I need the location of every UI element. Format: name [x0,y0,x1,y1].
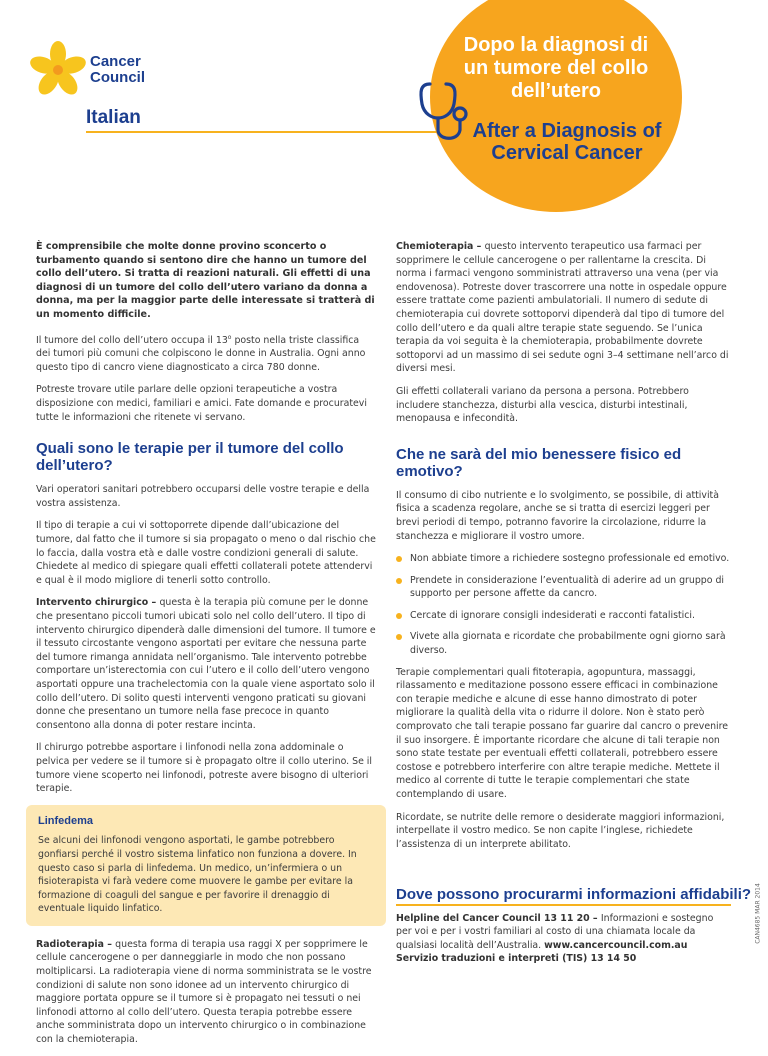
incidence-paragraph [36,331,376,375]
tis-line: Servizio traduzioni e interpreti (TIS) 13 14 50 [396,953,637,965]
side-effects-paragraph: Gli effetti collaterali variano da persona a persona. Potrebbero includere stanchezza, disturbi alla vescica, disturbi intestinali, menopausa e infecondità. [396,385,689,425]
list-item: Non abbiate timore a richiedere sostegno professionale ed emotivo. [396,552,732,566]
operators-paragraph: Vari operatori sanitari potrebbero occuparsi delle vostre terapie e della vostra assistenza. [36,484,370,509]
food-paragraph: Il consumo di cibo nutriente e lo svolgimento, se possibile, di attività fisica a scadenza regolare, anche se si tratta di esercizi leggeri per brevi periodi di tempo, potranno favorire la circolazione, ridurre la stanchezza e migliorare il vostro umore. [396,489,719,542]
radiotherapy-paragraph [36,938,376,1047]
info-block [396,912,726,966]
incidence-sup: o [227,333,232,341]
incidence-text-a: Il tumore del collo dell’utero occupa il 13 [36,334,228,346]
logo-line-2: Council [90,69,145,86]
left-column [36,240,376,1056]
website-link[interactable]: www.cancercouncil.com.au [544,939,688,951]
incidence-text-b: posto nella triste classifica dei tumori più comuni che colpiscono le donne in Australia. Ogni anno questo tipo di cancro viene diagnosticato a circa 780 donne. [36,334,366,373]
wellbeing-heading: Che ne sarà del mio benessere fisico ed emotivo? [396,445,682,480]
logo-line-1: Cancer [90,53,141,70]
document-code [750,850,762,980]
complementary-paragraph: Terapie complementari quali fitoterapia, agopuntura, massaggi, rilassamento e meditazione possono essere efficaci in combinazione con terapie mediche e alcune di esse hanno dimostrato di poter migliorare la qualità della vita o ridurre il dolore. Non è stato però comprovato che tali terapie possano far guarire dal cancro o prevenire il suo insorgere. È importante ricordare che alcune di tali terapie non sono state testate per eventuali effetti collaterali, potrebbero essere costose e potrebbero interferire con altre terapie mediche. Mettete il medico al corrente di tutte le terapie complementari che state contemplando di usare. [396,666,729,800]
title-italian-text: Dopo la diagnosi di un tumore del collo dell’utero [463,34,649,102]
radiotherapy-text: questa forma di terapia usa raggi X per sopprimere le cellule cancerogene o per danneggiarle in modo che non possano moltiplicarsi. La radioterapia viene di norma somministrata se le vostre condizioni di salute non sono idonee ad un intervento chirurgico di maggiore portata oppure se il tumore si è propagato nei tessuti o nei linfonodi attorno al collo dell’utero. Questa terapia potrebbe essere anche somministrata dopo un intervento chirurgico o in combinazione con la chemioterapia. [36,938,372,1046]
surgery-paragraph [36,596,376,732]
list-item: Prendete in considerazione l’eventualità di aderire ad un gruppo di supporto per persone affette da cancro. [396,574,732,601]
chemo-label: Chemioterapia – [396,241,485,252]
chemo-text: questo intervento terapeutico usa farmaci per sopprimere le cellule cancerogene o per rallentarne la crescita. Di norma i farmaci vengono somministrati attraverso una vena (per via endovenosa). Potreste dover trascorrere una notte in ospedale oppure essere trattate come pazienti ambulatoriali. Il numero di sedute di chemioterapia cui dovrete sottoporvi dipenderà dal tipo di tumore del collo dell’utero e da quali altre terapie state seguendo. Se l’unica terapia da voi seguita è la chemioterapia, probabilmente dovrete sottoporvi ad un massimo di sei sedute ogni 3–4 settimane nell’arco di diversi mesi. [396,241,729,375]
helpline-text: Informazioni e sostegno per voi e per i vostri familiari al costo di una chiamata locale da qualsiasi località dell’Australia. [396,913,714,951]
title-circle [430,0,682,212]
lymphedema-text: Se alcuni dei linfonodi vengono asportati, le gambe potrebbero gonfiarsi perché il vostro sistema linfatico non funziona a dovere. In questo caso si parla di linfedema. Un medico, un’infermiera o un fisioterapista vi farà vedere come muovere le gambe per evitare la formazione di coaguli del sangue e per favorire il drenaggio di eventuale liquido linfatico. [38,835,357,915]
lymph-paragraph: Il chirurgo potrebbe asportare i linfonodi nella zona addominale o pelvica per vedere se il tumore si è propagato oltre il collo uterino. Se il tumore viene scoperto nei linfonodi, potreste avere bisogno di ulteriori terapie. [36,742,373,795]
document-code-text: CAN4685 MAR 2014 [754,883,762,944]
right-column [396,240,732,860]
daffodil-icon [28,40,90,100]
therapies-heading: Quali sono le terapie per il tumore del collo dell’utero? [36,440,344,475]
info-underline [396,904,731,906]
options-paragraph: Potreste trovare utile parlare delle opzioni terapeutiche a vostra disposizione con medici, familiari e amici. Fate domande e procuratevi tutte le informazioni che ritenete vi servano. [36,384,367,423]
helpline-label: Helpline del Cancer Council 13 11 20 – [396,913,601,924]
advice-list [396,552,732,658]
surgery-label: Intervento chirurgico – [36,597,160,609]
language-label: Italian [86,107,141,128]
radiotherapy-label: Radioterapia – [36,938,116,950]
intro-paragraph: È comprensibile che molte donne provino sconcerto o turbamento quando si sentono dire che hanno un tumore del collo dell’utero. Si tratta di reazioni naturali. Gli effetti di una diagnosi di un tumore del collo dell’utero variano da donna a donna, ma per la maggior parte delle interessate si tratterà di un momento difficile. [36,241,375,320]
cancer-council-logo [28,40,158,100]
chemo-paragraph [396,240,732,376]
lymphedema-title: Linfedema [38,814,94,827]
lymphedema-box [26,805,386,926]
list-item: Cercate di ignorare consigli indesiderati e racconti fatalistici. [396,609,732,623]
surgery-text: questa è la terapia più comune per le donne che presentano piccoli tumori ubicati solo nel collo dell’utero. Il tipo di intervento chirurgico dipenderà dalle dimensioni del tumore. Il tumore e il tessuto circostante vengono asportati per evitare che nessuna parte del tumore rimanga annidata nell’organismo. Tale intervento potrebbe comportare un’isterectomia con cui l’utero e il collo dell’utero vengono asportati oppure una trachelectomia con la quale viene asportato solo il collo dell’utero. Di solito questi interventi vengono praticati su giovani donne che presentano un tumore nella fase precoce in quanto consentono alla donna di poter restare incinta. [36,597,376,731]
logo-text [90,54,145,86]
info-heading: Dove possono procurarmi informazioni affidabili? [396,886,752,903]
title-english: After a Diagnosis of Cervical Cancer [472,120,662,164]
remember-paragraph: Ricordate, se nutrite delle remore o desiderate maggiori informazioni, interpellate il vostro medico. Se non capite l’inglese, richiedete l’assistenza di un interprete abilitato. [396,811,725,850]
therapy-type-paragraph: Il tipo di terapie a cui vi sottoporrete dipende dall’ubicazione del tumore, dal fatto che il tumore si sia propagato o meno o dal rischio che lo faccia, dalla vostra età e dalle vostre condizioni generali di salute. Chiedete al medico di spiegare quali effetti collaterali potete attendervi e qual è il modo migliore di tenerli sotto controllo. [36,520,376,586]
list-item: Vivete alla giornata e ricordate che probabilmente ogni giorno sarà diverso. [396,630,732,657]
